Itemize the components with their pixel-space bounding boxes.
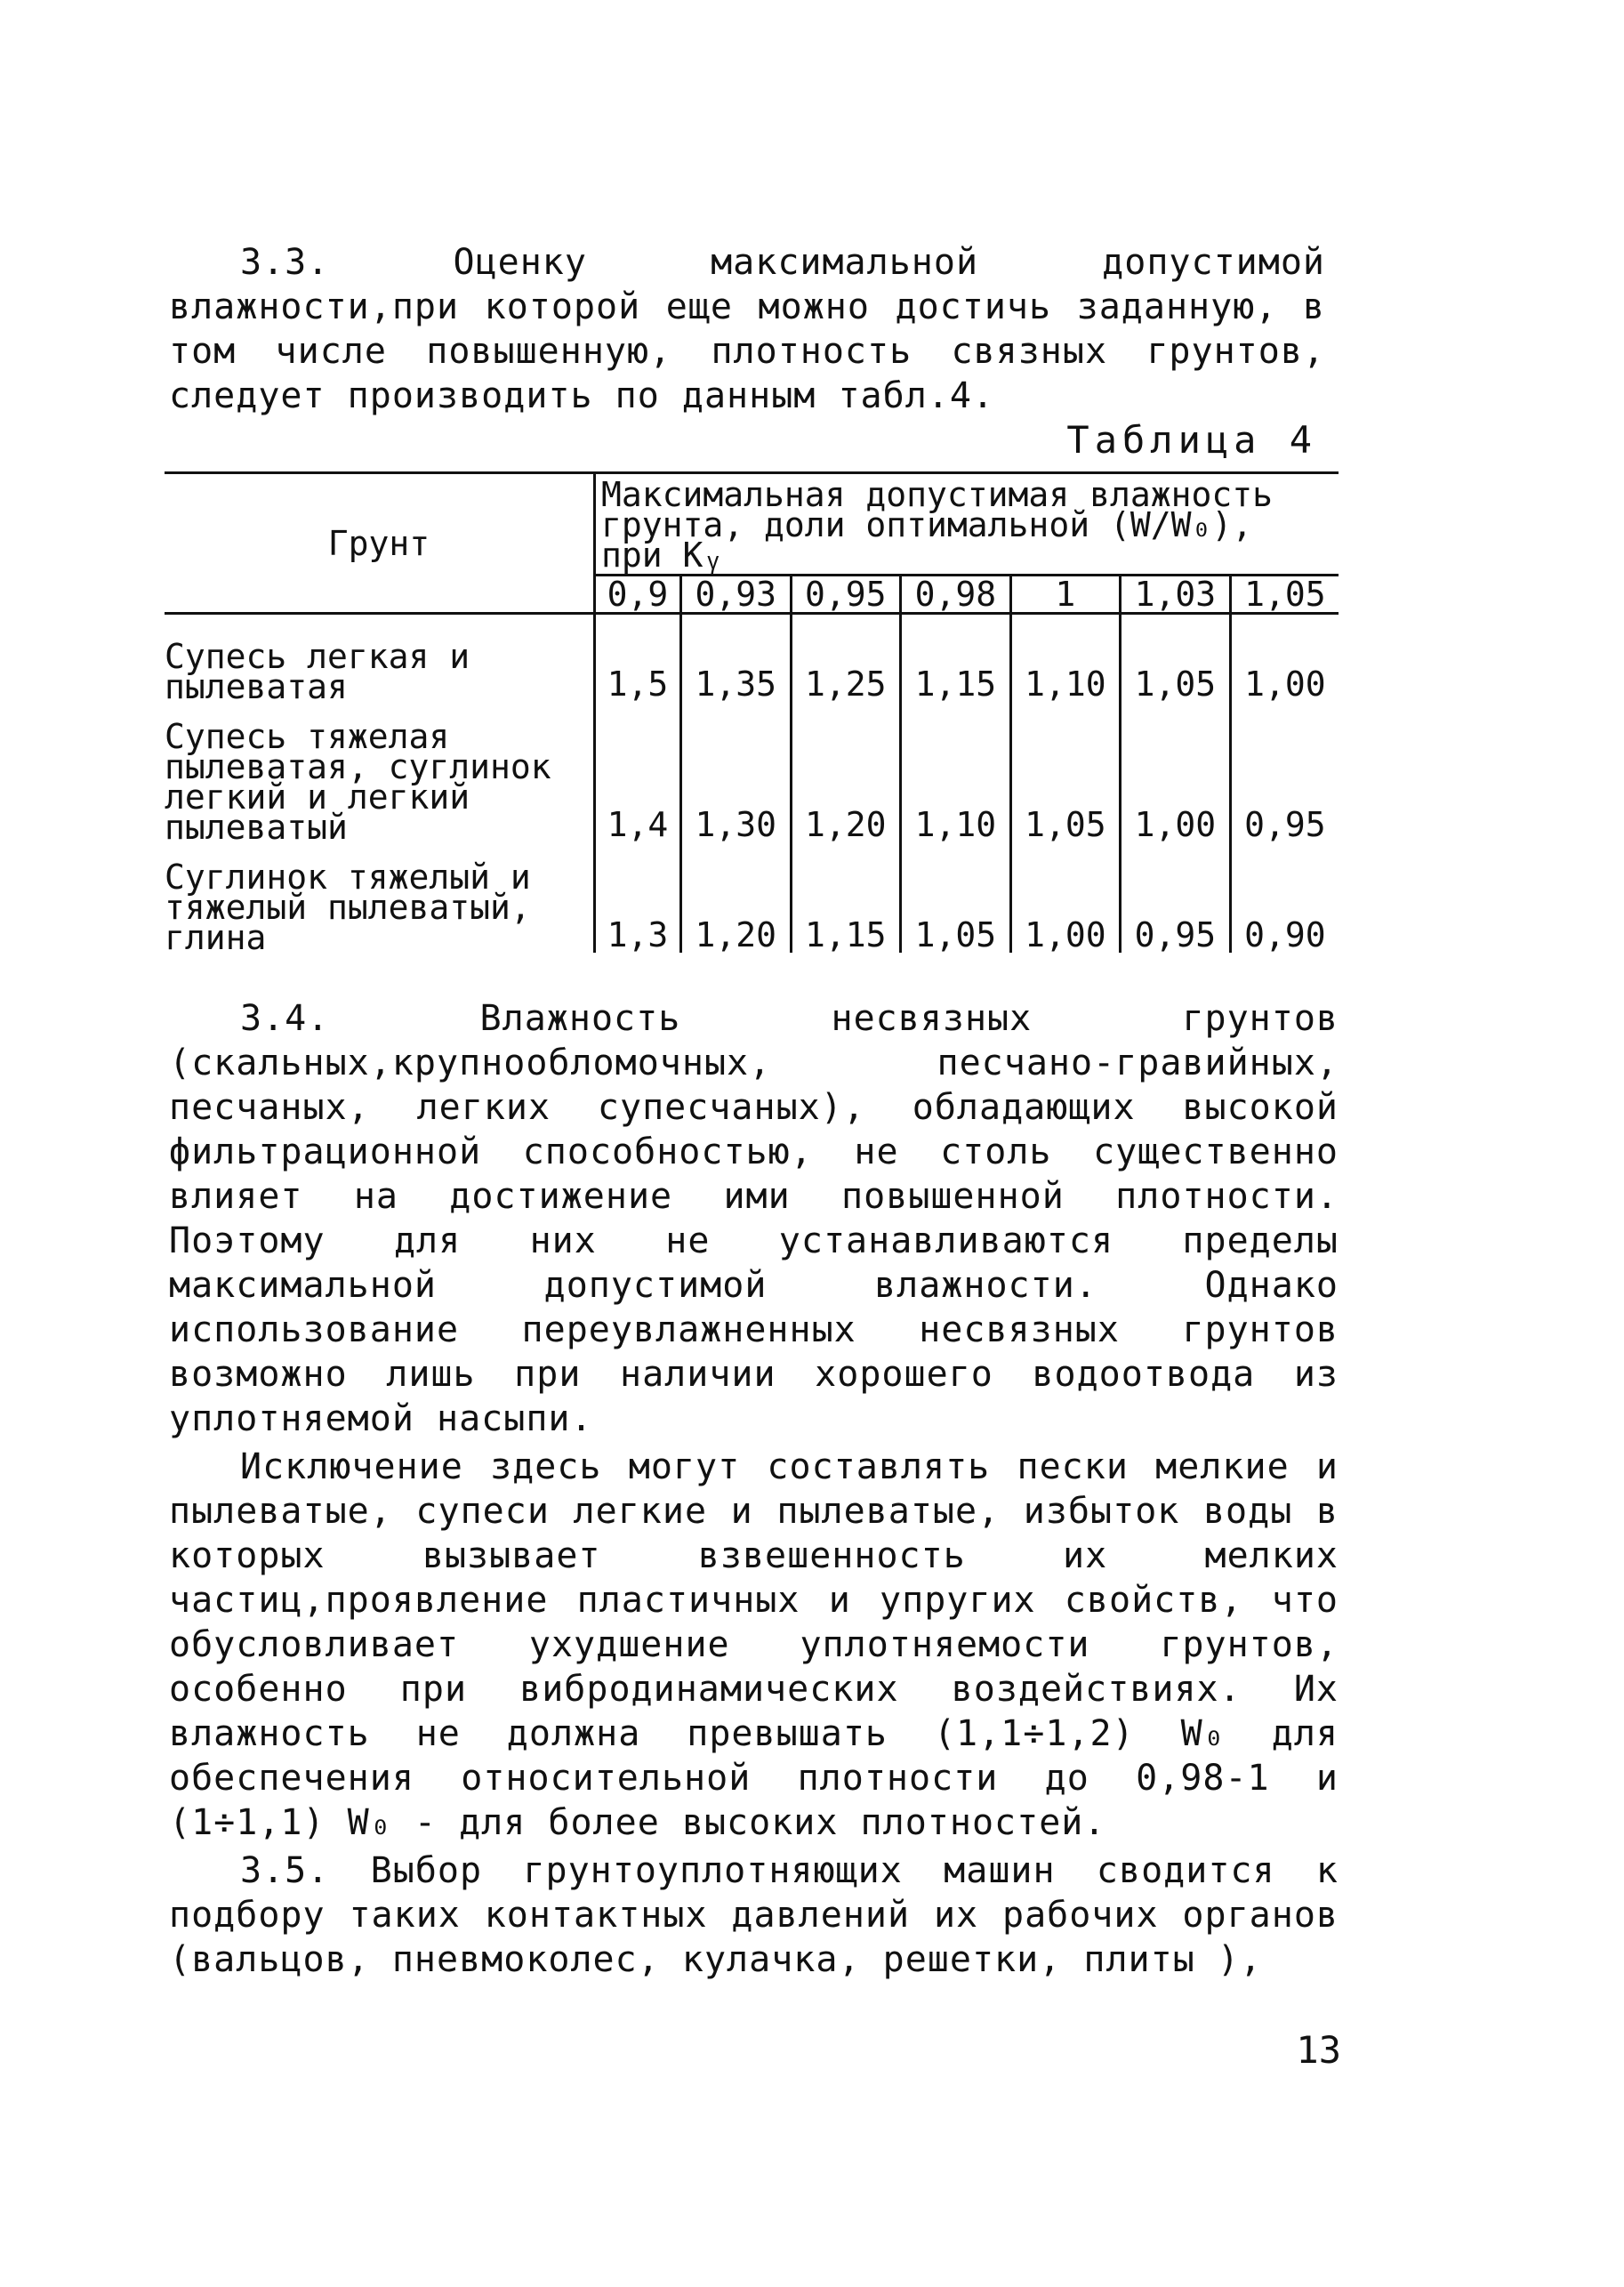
soil-type-cell: Супесь легкая и пылеватая xyxy=(165,637,470,706)
column-header-max-moisture: Максимальная допустимая влажность грунта, доли оптимальной (W/W₀), при Kᵧ xyxy=(595,473,1339,576)
table-cell: 1,05 xyxy=(1121,614,1231,703)
paragraph-3-4: 3.4. Влажность несвязных грунтов (скальных,крупнообломочных, песчано-гравийных, песчаных, легких супесчаных), обладающих высокой фильтрационной способностью, не столь существенно влияет на достижение ими повышенной плотности. Поэтому для них не устанавливаются пределы максимальной допустимой влажности. Однако использование переувлажненных несвязных грунтов возможно лишь при наличии хорошего водоотвода из уплотняемой насыпи. xyxy=(169,998,1339,1439)
table-cell: 1,25 xyxy=(791,614,901,703)
k-value-header: 0,95 xyxy=(791,576,901,614)
table-cell: 0,90 xyxy=(1230,842,1339,953)
page-number: 13 xyxy=(1296,2028,1341,2072)
soil-type-cell: Супесь тяжелая пылеватая, суглинок легкий и легкий пылеватый xyxy=(165,717,551,847)
paragraph-3-3: 3.3. Оценку максимальной допустимой влажности,при которой еще можно достичь заданную, в том числе повышенную, плотность связных грунтов, следует производить по данным табл.4. xyxy=(169,242,1325,416)
table-cell: 1,35 xyxy=(681,614,792,703)
table-row xyxy=(165,702,1339,842)
table-cell: 1,5 xyxy=(595,614,681,703)
k-value-header: 0,9 xyxy=(595,576,681,614)
paragraph-exceptions: Исключение здесь могут составлять пески мелкие и пылеватые, супеси легкие и пылеватые, избыток воды в которых вызывает взвешенность их мелких частиц,проявление пластичных и упругих свойств, что обусловливает ухудшение уплотняемости грунтов, особенно при вибродинамических воздействиях. Их влажность не должна превышать (1,1÷1,2) W₀ для обеспечения относительной плотности до 0,98-1 и (1÷1,1) W₀ - для более высоких плотностей. xyxy=(169,1446,1339,1843)
soil-type-cell: Суглинок тяжелый и тяжелый пылеватый, глина xyxy=(165,858,531,957)
table-cell: 1,15 xyxy=(791,842,901,953)
moisture-table xyxy=(165,471,1339,957)
table-cell: 1,10 xyxy=(901,702,1011,842)
table-cell: 1,10 xyxy=(1010,614,1121,703)
table-cell: 1,20 xyxy=(681,842,792,953)
k-value-header: 0,98 xyxy=(901,576,1011,614)
table-cell: 1,05 xyxy=(1010,702,1121,842)
table-cell: 0,95 xyxy=(1230,702,1339,842)
k-value-header: 0,93 xyxy=(681,576,792,614)
table-cell: 0,95 xyxy=(1121,842,1231,953)
table-cell: 1,4 xyxy=(595,702,681,842)
column-header-soil: Грунт xyxy=(165,473,595,614)
section-3-4 xyxy=(169,996,1339,1982)
k-value-header: 1 xyxy=(1010,576,1121,614)
table-row xyxy=(165,614,1339,703)
table-cell: 1,15 xyxy=(901,614,1011,703)
k-value-header: 1,03 xyxy=(1121,576,1231,614)
table-cell: 1,00 xyxy=(1230,614,1339,703)
k-value-header: 1,05 xyxy=(1230,576,1339,614)
table-cell: 1,20 xyxy=(791,702,901,842)
table-cell: 1,00 xyxy=(1010,842,1121,953)
paragraph-3-5: 3.5. Выбор грунтоуплотняющих машин сводится к подбору таких контактных давлений их рабочих органов (вальцов, пневмоколес, кулачка, решетки, плиты ), xyxy=(169,1850,1339,1980)
table-row xyxy=(165,842,1339,953)
table-cell: 1,30 xyxy=(681,702,792,842)
table-cell: 1,3 xyxy=(595,842,681,953)
table-caption: Таблица 4 xyxy=(1066,418,1317,462)
table-cell: 1,00 xyxy=(1121,702,1231,842)
table-cell: 1,05 xyxy=(901,842,1011,953)
